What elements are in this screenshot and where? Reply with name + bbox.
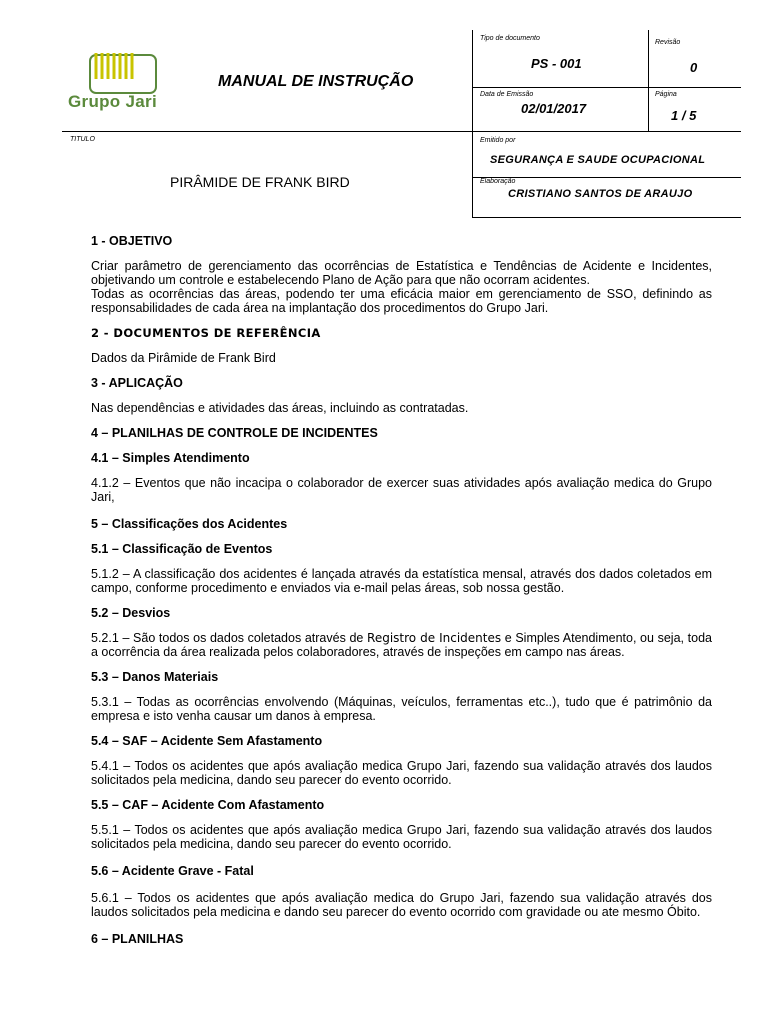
paragraph: Criar parâmetro de gerenciamento das ocorrências de Estatística e Tendências de Acidente e Incidentes, objetivando um controle e estabelecendo Plano de Ação para que não ocorram acidentes. bbox=[91, 259, 712, 287]
paragraph: 5.3.1 – Todas as ocorrências envolvendo (Máquinas, veículos, ferramentas etc..), tudo que é patrimônio da empresa e isto venha causar um danos à empresa. bbox=[91, 695, 712, 723]
paragraph: 5.6.1 – Todos os acidentes que após avaliação medica do Grupo Jari, fazendo sua validação através dos laudos solicitados pela medicina e dando seu parecer do evento ocorrido com gravidade ou ate mesmo Óbito. bbox=[91, 891, 712, 919]
subsection-heading: 5.5 – CAF – Acidente Com Afastamento bbox=[91, 798, 325, 812]
paragraph: Todas as ocorrências das áreas, podendo ter uma eficácia maior em gerenciamento de SSO, definindo as responsabilidades de cada área na implantação dos procedimentos do Grupo Jari. bbox=[91, 287, 712, 315]
section-heading: 2 - DOCUMENTOS DE REFERÊNCIA bbox=[91, 326, 321, 340]
paragraph-text: e Simples Atendimento, ou seja, toda a ocorrência da área realizada pelos colaboradores, através de inspeções em campo nas áreas. bbox=[91, 631, 712, 659]
header-divider bbox=[472, 87, 741, 88]
tipo-documento-label: Tipo de documento bbox=[480, 35, 540, 42]
section-heading: 5 – Classificações dos Acidentes bbox=[91, 517, 288, 531]
logo-text: Grupo Jari bbox=[68, 92, 157, 111]
emitido-label: Emitido por bbox=[480, 137, 516, 144]
header-divider bbox=[62, 131, 741, 132]
document-subject: PIRÂMIDE DE FRANK BIRD bbox=[170, 174, 350, 190]
header-divider bbox=[472, 217, 741, 218]
paragraph: 5.5.1 – Todos os acidentes que após avaliação medica Grupo Jari, fazendo sua validação através dos laudos solicitados pela medicina, dando seu parecer do evento ocorrido. bbox=[91, 823, 712, 851]
section-heading: 3 - APLICAÇÃO bbox=[91, 376, 183, 390]
section-heading: 6 – PLANILHAS bbox=[91, 932, 184, 946]
elaboracao-label: Elaboração bbox=[480, 178, 516, 185]
subsection-heading: 5.2 – Desvios bbox=[91, 606, 171, 620]
section-heading: 1 - OBJETIVO bbox=[91, 234, 173, 248]
paragraph-text: 5.2.1 – São todos os dados coletados através de bbox=[91, 631, 368, 645]
paragraph-text: Registro de Incidentes bbox=[367, 631, 502, 645]
titulo-label: TITULO bbox=[70, 136, 95, 143]
document-body bbox=[91, 234, 712, 957]
paragraph: Dados da Pirâmide de Frank Bird bbox=[91, 351, 276, 365]
elaboracao-value: CRISTIANO SANTOS DE ARAUJO bbox=[508, 188, 693, 200]
section-heading: 4 – PLANILHAS DE CONTROLE DE INCIDENTES bbox=[91, 426, 378, 440]
pagina-label: Página bbox=[655, 91, 677, 98]
subsection-heading: 5.1 – Classificação de Eventos bbox=[91, 542, 273, 556]
revisao-label: Revisão bbox=[655, 39, 681, 46]
header-divider bbox=[472, 30, 473, 218]
data-emissao-label: Data de Emissão bbox=[480, 91, 534, 98]
paragraph: 4.1.2 – Eventos que não incacipa o colaborador de exercer suas atividades após avaliação medica do Grupo Jari, bbox=[91, 476, 712, 504]
subsection-heading: 4.1 – Simples Atendimento bbox=[91, 451, 250, 465]
subsection-heading: 5.6 – Acidente Grave - Fatal bbox=[91, 864, 254, 878]
revisao-value: 0 bbox=[690, 60, 698, 75]
paragraph: 5.1.2 – A classificação dos acidentes é lançada através da estatística mensal, através dos dados coletados em campo, conforme procedimento e enviados via e-mail pelas áreas, sob nossa gestão. bbox=[91, 567, 712, 595]
header-divider bbox=[648, 30, 649, 131]
paragraph bbox=[91, 631, 712, 659]
tipo-documento-value: PS - 001 bbox=[531, 56, 582, 71]
paragraph: Nas dependências e atividades das áreas, incluindo as contratadas. bbox=[91, 401, 469, 415]
paragraph: 5.4.1 – Todos os acidentes que após avaliação medica Grupo Jari, fazendo sua validação através dos laudos solicitados pela medicina, dando seu parecer do evento ocorrido. bbox=[91, 759, 712, 787]
subsection-heading: 5.4 – SAF – Acidente Sem Afastamento bbox=[91, 734, 323, 748]
emitido-value: SEGURANÇA E SAUDE OCUPACIONAL bbox=[490, 154, 706, 166]
subsection-heading: 5.3 – Danos Materiais bbox=[91, 670, 219, 684]
data-emissao-value: 02/01/2017 bbox=[521, 101, 587, 116]
page-title: MANUAL DE INSTRUÇÃO bbox=[218, 73, 414, 90]
pagina-value: 1 / 5 bbox=[671, 108, 697, 123]
